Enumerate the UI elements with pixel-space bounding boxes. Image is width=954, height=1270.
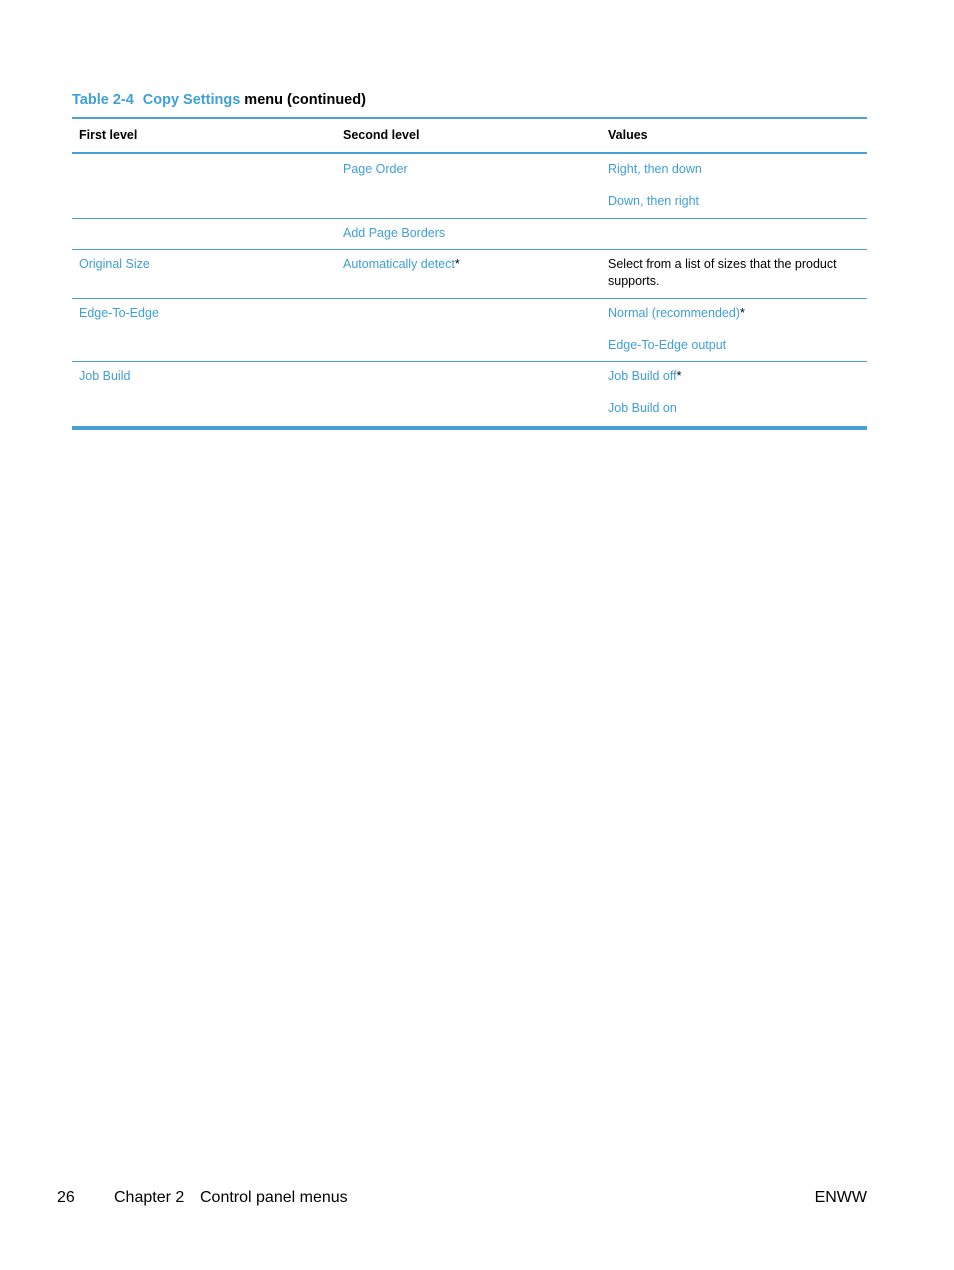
menu-name-link[interactable]: Copy Settings [142, 92, 241, 108]
original-size-link[interactable]: Original Size [79, 257, 150, 271]
add-page-borders-link[interactable]: Add Page Borders [343, 226, 446, 240]
table-row [72, 250, 867, 299]
table-number: Table 2-4 [72, 92, 134, 108]
edge-to-edge-output-link[interactable]: Edge-To-Edge output [608, 338, 727, 352]
copy-settings-table [72, 117, 867, 430]
default-marker: * [676, 369, 682, 383]
job-build-off-cell [608, 368, 853, 385]
caption-suffix: menu (continued) [244, 92, 366, 108]
table-row [72, 362, 867, 426]
default-marker: * [454, 257, 460, 271]
footer-chapter-title: Control panel menus [200, 1189, 348, 1206]
table-row [72, 299, 867, 362]
table-caption [72, 92, 366, 108]
original-size-values-text: Select from a list of sizes that the product supports. [608, 257, 837, 288]
job-build-on-link[interactable]: Job Build on [608, 401, 677, 415]
header-values: Values [608, 128, 648, 142]
edge-to-edge-link[interactable]: Edge-To-Edge [79, 306, 159, 320]
right-then-down-link[interactable]: Right, then down [608, 162, 702, 176]
table-header-row [72, 119, 867, 154]
automatically-detect-link[interactable]: Automatically detect [343, 257, 455, 271]
automatically-detect-cell [343, 256, 593, 273]
header-first-level: First level [79, 128, 138, 142]
down-then-right-link[interactable]: Down, then right [608, 194, 700, 208]
normal-recommended-link[interactable]: Normal (recommended) [608, 306, 740, 320]
job-build-link[interactable]: Job Build [79, 369, 131, 383]
header-second-level: Second level [343, 128, 420, 142]
table-row [72, 219, 867, 250]
footer-chapter: Chapter 2 [114, 1189, 185, 1206]
page-number: 26 [57, 1189, 75, 1206]
normal-recommended-cell [608, 305, 853, 322]
job-build-off-link[interactable]: Job Build off [608, 369, 677, 383]
table-row [72, 154, 867, 219]
footer-locale: ENWW [814, 1189, 867, 1206]
default-marker: * [739, 306, 745, 320]
page-order-link[interactable]: Page Order [343, 162, 408, 176]
